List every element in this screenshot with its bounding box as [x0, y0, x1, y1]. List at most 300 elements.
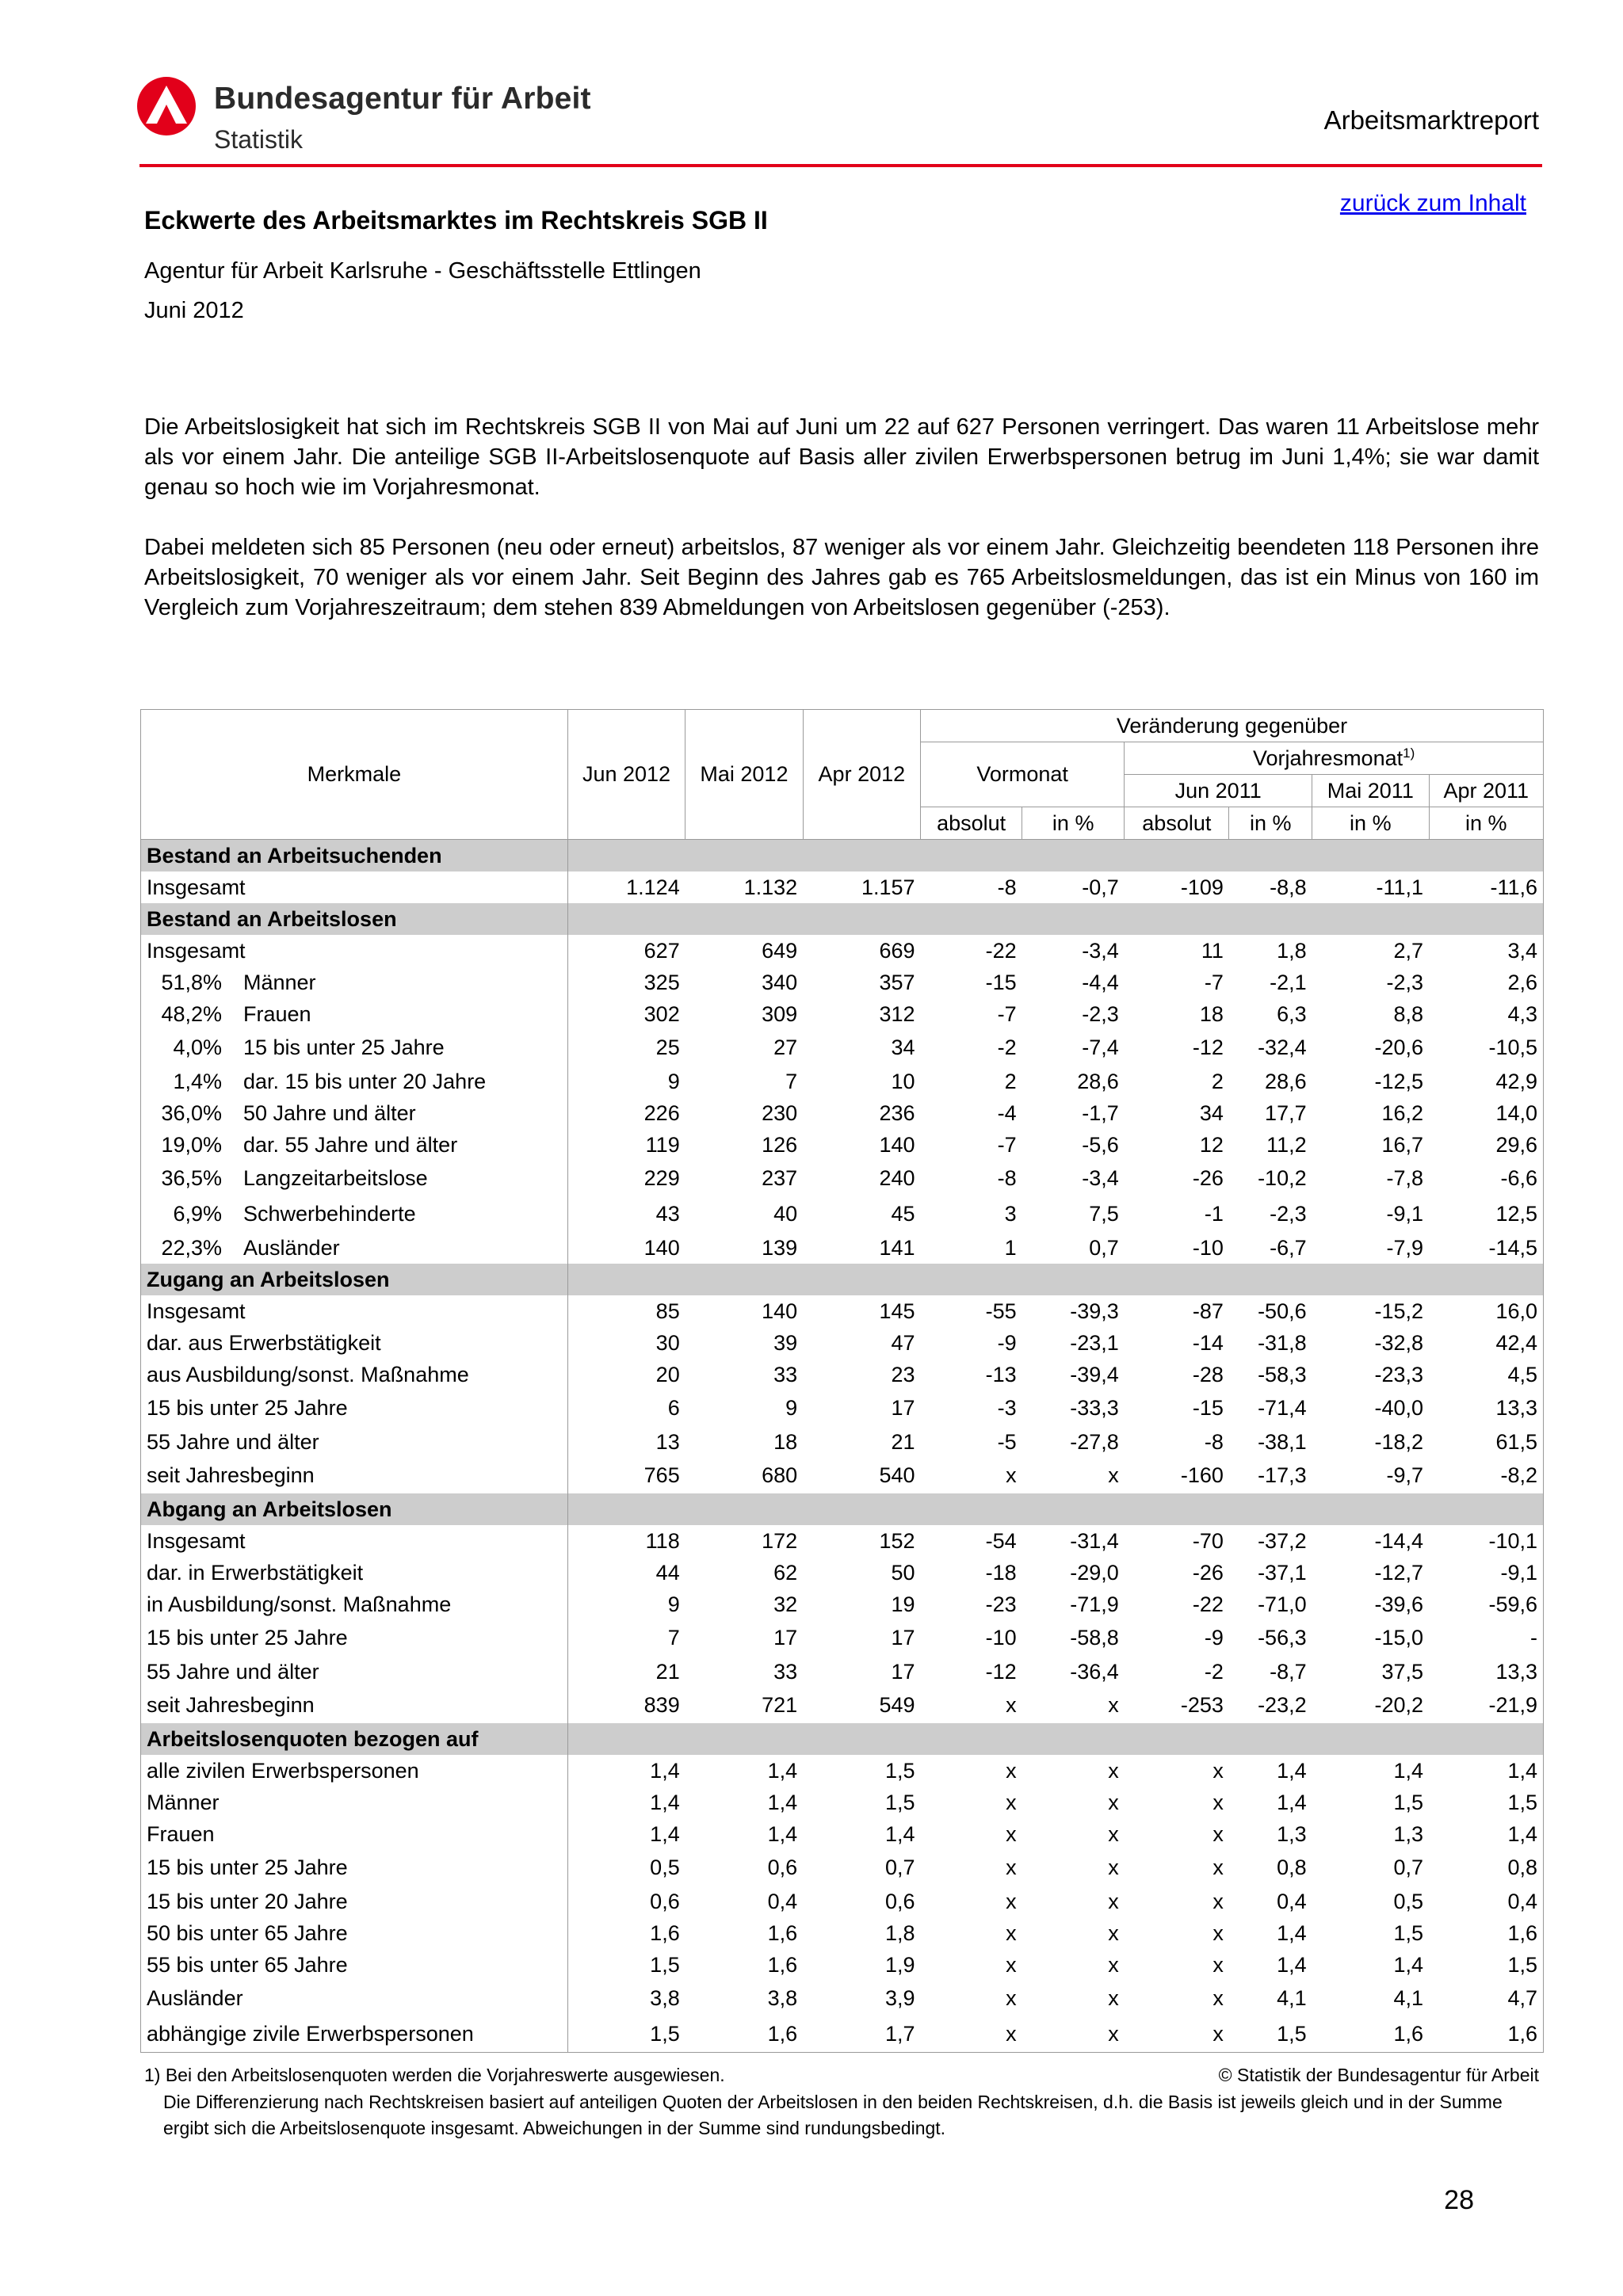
row-label-text: Insgesamt	[147, 938, 246, 963]
table-cell: 3,9	[885, 1986, 915, 2010]
bundesagentur-logo-icon	[136, 76, 197, 136]
table-cell: -7,9	[1386, 1235, 1424, 1260]
table-cell: -58,3	[1258, 1362, 1307, 1386]
table-cell: 19	[891, 1592, 915, 1616]
table-cell: -8,7	[1270, 1659, 1307, 1684]
table-cell: x	[1006, 1463, 1017, 1487]
table-cell: 140	[762, 1299, 798, 1323]
table-cell: -71,9	[1070, 1592, 1119, 1616]
row-label	[141, 1525, 568, 1557]
row-label-text: 55 Jahre und älter	[147, 1659, 319, 1684]
table-cell: 4,7	[1429, 1981, 1543, 2016]
table-cell: 1,4	[650, 1758, 680, 1783]
table-cell: -31,8	[1258, 1330, 1307, 1355]
table-cell: 0,7	[1089, 1235, 1119, 1260]
row-label	[141, 1755, 568, 1787]
table-cell: 1.132	[743, 875, 798, 899]
table-cell: -10,2	[1258, 1166, 1307, 1190]
table-cell: 1,5	[567, 2016, 685, 2053]
table-cell: -21,9	[1429, 1688, 1543, 1723]
table-cell: 1,4	[1393, 1952, 1424, 1977]
row-label-text: 15 bis unter 25 Jahre	[147, 1396, 348, 1420]
table-cell: 240	[879, 1166, 915, 1190]
table-cell: 33	[773, 1362, 798, 1386]
table-cell: -3,4	[1082, 1166, 1119, 1190]
table-cell: 0,7	[885, 1855, 915, 1879]
table-cell: 1.124	[626, 875, 680, 899]
row-share: 48,2%	[161, 1001, 222, 1026]
page-number: 28	[1444, 2185, 1474, 2215]
table-cell: -11,1	[1376, 875, 1424, 899]
key-figures-table	[140, 709, 1544, 2053]
row-label	[141, 1557, 568, 1589]
row-label	[141, 1161, 568, 1196]
table-row	[141, 967, 1544, 998]
table-cell: x	[1006, 1693, 1017, 1717]
table-cell: 839	[643, 1693, 680, 1717]
table-cell: 4,3	[1429, 998, 1543, 1030]
row-label-text: dar. aus Erwerbstätigkeit	[147, 1330, 381, 1355]
row-label	[141, 1917, 568, 1949]
table-cell: x	[1212, 1986, 1224, 2010]
table-cell: x	[1006, 1920, 1017, 1945]
row-share: 6,9%	[173, 1202, 222, 1226]
table-cell: -31,4	[1070, 1528, 1119, 1553]
table-cell: 9	[667, 1069, 680, 1093]
table-row	[141, 1589, 1544, 1620]
row-label	[141, 1196, 568, 1232]
table-cell: 1	[1004, 1235, 1017, 1260]
table-cell: 17	[773, 1626, 798, 1650]
table-cell: -109	[1180, 875, 1224, 899]
row-label	[141, 1620, 568, 1656]
header-apr2011-in-pct: in %	[1429, 807, 1543, 840]
row-label	[141, 1426, 568, 1458]
table-row	[141, 1458, 1544, 1493]
section-fill	[567, 1723, 1543, 1755]
table-cell: -8,2	[1429, 1458, 1543, 1493]
table-cell: 141	[879, 1235, 915, 1260]
table-row	[141, 1755, 1544, 1787]
section-title: Bestand an Arbeitslosen	[141, 903, 568, 935]
row-label-text: Frauen	[243, 1001, 311, 1026]
table-cell: 30	[655, 1330, 680, 1355]
table-cell: 20	[655, 1362, 680, 1386]
table-cell: 1,3	[1277, 1821, 1307, 1846]
table-cell: 11,2	[1266, 1132, 1307, 1157]
row-label-text: Schwerbehinderte	[243, 1202, 416, 1226]
table-cell: -71,0	[1258, 1592, 1307, 1616]
table-cell: -56,3	[1258, 1626, 1307, 1650]
row-share: 36,5%	[161, 1166, 222, 1190]
table-cell: 1,4	[1429, 1818, 1543, 1850]
section-fill	[567, 1264, 1543, 1295]
table-cell: 340	[762, 970, 798, 994]
table-cell: -10,1	[1429, 1525, 1543, 1557]
table-row	[141, 2016, 1544, 2053]
table-row	[141, 1232, 1544, 1264]
table-cell: 3,8	[650, 1986, 680, 2010]
table-cell: 680	[762, 1463, 798, 1487]
table-cell: x	[1212, 1952, 1224, 1977]
table-cell: -23,2	[1258, 1693, 1307, 1717]
table-cell: x	[1108, 1855, 1119, 1879]
table-cell: -15	[985, 970, 1017, 994]
section-title: Abgang an Arbeitslosen	[141, 1493, 568, 1525]
row-share: 51,8%	[161, 970, 222, 994]
row-share: 1,4%	[173, 1069, 222, 1093]
table-cell: -23,3	[1374, 1362, 1424, 1386]
table-cell: x	[1006, 1855, 1017, 1879]
table-cell: 540	[879, 1463, 915, 1487]
row-label	[141, 1295, 568, 1327]
table-cell: 33	[773, 1659, 798, 1684]
table-cell: 1,4	[767, 1790, 798, 1814]
table-cell: 0,4	[1277, 1889, 1307, 1913]
table-cell: -12,5	[1374, 1069, 1424, 1093]
table-cell: -20,2	[1374, 1693, 1424, 1717]
footnote-2: Die Differenzierung nach Rechtskreisen basiert auf anteiligen Quoten der Arbeitslosen in den beiden Rechtskreisen, d.h. die Basis ist jeweils gleich und in der Summe ergibt sich die Arbeitslosenquote insgesamt. Abweichungen in der Summe sind rundungsbedingt.	[163, 2092, 1503, 2138]
row-label	[141, 967, 568, 998]
header-jun-2011: Jun 2011	[1125, 775, 1312, 807]
table-cell: 16,0	[1429, 1295, 1543, 1327]
table-cell: -29,0	[1070, 1560, 1119, 1585]
table-cell: 6	[667, 1396, 680, 1420]
table-cell: x	[1108, 1986, 1119, 2010]
table-cell: -7,4	[1082, 1035, 1119, 1059]
table-cell: 302	[643, 1001, 680, 1026]
table-cell: 34	[891, 1035, 915, 1059]
table-cell: 1,4	[767, 1821, 798, 1846]
section-fill	[567, 840, 1543, 872]
table-cell: 0,5	[1393, 1889, 1424, 1913]
table-cell: 1.157	[861, 875, 915, 899]
table-cell: x	[1212, 1920, 1224, 1945]
table-cell: 1,4	[650, 1790, 680, 1814]
row-label	[141, 1030, 568, 1066]
row-share: 19,0%	[161, 1132, 222, 1157]
header-mai2011-in-pct: in %	[1312, 807, 1429, 840]
table-cell: -28	[1192, 1362, 1224, 1386]
table-cell: 10	[891, 1069, 915, 1093]
table-cell: x	[1006, 1889, 1017, 1913]
table-cell: 1,6	[1429, 1917, 1543, 1949]
row-label-text: in Ausbildung/sonst. Maßnahme	[147, 1592, 452, 1616]
table-cell: 7	[785, 1069, 798, 1093]
row-label	[141, 998, 568, 1030]
table-cell: 45	[891, 1202, 915, 1226]
table-cell: 1,6	[767, 1920, 798, 1945]
table-row	[141, 871, 1544, 903]
table-cell: 0,7	[1393, 1855, 1424, 1879]
section-fill	[567, 903, 1543, 935]
table-cell: -12,7	[1374, 1560, 1424, 1585]
table-cell: -1,7	[1082, 1100, 1119, 1125]
table-cell: 32	[773, 1592, 798, 1616]
table-cell: -15	[1192, 1396, 1224, 1420]
row-label	[141, 935, 568, 967]
table-cell: -	[1429, 1620, 1543, 1656]
table-cell: 2,6	[1429, 967, 1543, 998]
table-cell: 3,8	[767, 1986, 798, 2010]
table-cell: 18	[773, 1429, 798, 1454]
table-cell: 2	[1004, 1069, 1017, 1093]
table-cell: -2	[997, 1035, 1017, 1059]
table-cell: -38,1	[1258, 1429, 1307, 1454]
table-cell: 9	[785, 1396, 798, 1420]
table-cell: 172	[762, 1528, 798, 1553]
table-cell: -11,6	[1429, 871, 1543, 903]
table-cell: 1,5	[1393, 1790, 1424, 1814]
row-label	[141, 1327, 568, 1359]
section-header-row	[141, 1264, 1544, 1295]
table-cell: 0,6	[767, 1855, 798, 1879]
row-label-text: Insgesamt	[147, 1299, 246, 1323]
table-row	[141, 1066, 1544, 1097]
table-cell: 152	[879, 1528, 915, 1553]
table-cell: 1,4	[1277, 1790, 1307, 1814]
row-share: 4,0%	[173, 1035, 222, 1059]
table-cell: 312	[879, 1001, 915, 1026]
table-cell: 236	[879, 1100, 915, 1125]
row-label	[141, 1458, 568, 1493]
row-label	[141, 1688, 568, 1723]
table-cell: 1,6	[685, 2016, 803, 2053]
table-cell: -23,1	[1070, 1330, 1119, 1355]
table-row	[141, 998, 1544, 1030]
table-cell: 230	[762, 1100, 798, 1125]
row-label-text: 55 Jahre und älter	[147, 1429, 319, 1454]
copyright-note: © Statistik der Bundesagentur für Arbeit	[1218, 2065, 1539, 2085]
back-to-contents-link[interactable]: zurück zum Inhalt	[1339, 190, 1526, 216]
table-cell: x	[1108, 1821, 1119, 1846]
table-cell: -253	[1180, 1693, 1224, 1717]
table-cell: 119	[645, 1132, 680, 1157]
table-cell: 40	[773, 1202, 798, 1226]
table-cell: 28,6	[1265, 1069, 1307, 1093]
table-cell: 8,8	[1393, 1001, 1424, 1026]
table-cell: -14	[1192, 1330, 1224, 1355]
table-cell: -9,1	[1429, 1557, 1543, 1589]
table-cell: -8	[997, 875, 1017, 899]
table-cell: -10	[985, 1626, 1017, 1650]
table-cell: 12,5	[1429, 1196, 1543, 1232]
table-cell: 7,5	[1089, 1202, 1119, 1226]
table-cell: 1,6	[650, 1920, 680, 1945]
table-cell: -2,1	[1270, 970, 1307, 994]
row-label-text: abhängige zivile Erwerbspersonen	[147, 2022, 474, 2046]
header-jun2011-absolut: absolut	[1125, 807, 1229, 840]
table-cell: -6,6	[1429, 1161, 1543, 1196]
table-cell: 0,8	[1429, 1850, 1543, 1886]
table-cell: 1,5	[885, 1790, 915, 1814]
row-label	[141, 1589, 568, 1620]
row-label-text: 55 bis unter 65 Jahre	[147, 1952, 348, 1977]
table-cell: 126	[762, 1132, 798, 1157]
row-label	[141, 1818, 568, 1850]
row-label-text: 15 bis unter 20 Jahre	[147, 1889, 348, 1913]
table-cell: 1,6	[1312, 2016, 1429, 2053]
row-label-text: Langzeitarbeitslose	[243, 1166, 428, 1190]
table-cell: 44	[655, 1560, 680, 1585]
table-cell: 1,8	[1277, 938, 1307, 963]
row-share: 22,3%	[161, 1235, 222, 1260]
table-cell: 25	[655, 1035, 680, 1059]
header-veraenderung: Veränderung gegenüber	[921, 710, 1544, 742]
table-cell: 12	[1199, 1132, 1224, 1157]
section-title: Zugang an Arbeitslosen	[141, 1264, 568, 1295]
table-cell: -54	[985, 1528, 1017, 1553]
table-cell: -4,4	[1082, 970, 1119, 994]
table-row	[141, 1327, 1544, 1359]
table-cell: -18	[985, 1560, 1017, 1585]
table-cell: 139	[762, 1235, 798, 1260]
table-cell: -8,8	[1270, 875, 1307, 899]
table-cell: 2	[1211, 1069, 1224, 1093]
row-label-text: Insgesamt	[147, 1528, 246, 1553]
table-cell: 140	[643, 1235, 680, 1260]
table-cell: -7	[997, 1132, 1017, 1157]
table-cell: 17,7	[1265, 1100, 1307, 1125]
table-row	[141, 1787, 1544, 1818]
table-cell: 4,5	[1429, 1359, 1543, 1390]
report-name: Arbeitsmarktreport	[1323, 105, 1539, 135]
table-row	[141, 1390, 1544, 1426]
table-cell: 237	[762, 1166, 798, 1190]
table-row	[141, 1620, 1544, 1656]
table-row	[141, 1196, 1544, 1232]
table-cell: 1,4	[1277, 1758, 1307, 1783]
table-cell: 47	[891, 1330, 915, 1355]
table-cell: 765	[643, 1463, 680, 1487]
table-cell: 0,6	[885, 1889, 915, 1913]
footnote-1: 1) Bei den Arbeitslosenquoten werden die Vorjahreswerte ausgewiesen.	[144, 2065, 725, 2085]
agency-subtitle: Agentur für Arbeit Karlsruhe - Geschäftsstelle Ettlingen	[144, 258, 701, 284]
table-cell: -87	[1192, 1299, 1224, 1323]
table-cell: -6,7	[1270, 1235, 1307, 1260]
table-cell: 325	[643, 970, 680, 994]
table-cell: -7,8	[1386, 1166, 1424, 1190]
table-row	[141, 1359, 1544, 1390]
row-label	[141, 871, 568, 903]
table-row	[141, 1818, 1544, 1850]
table-cell: 1,5	[1393, 1920, 1424, 1945]
table-cell: -8	[1204, 1429, 1224, 1454]
table-cell: 140	[879, 1132, 915, 1157]
section-header-row	[141, 840, 1544, 872]
row-label	[141, 1232, 568, 1264]
table-cell: -55	[985, 1299, 1017, 1323]
table-row	[141, 935, 1544, 967]
table-cell: -8	[997, 1166, 1017, 1190]
row-label-text: Frauen	[147, 1821, 215, 1846]
table-cell: 3,4	[1429, 935, 1543, 967]
table-cell: -36,4	[1070, 1659, 1119, 1684]
table-cell: 23	[891, 1362, 915, 1386]
table-row	[141, 1949, 1544, 1981]
table-cell: 9	[667, 1592, 680, 1616]
table-cell: 39	[773, 1330, 798, 1355]
row-label-text: dar. 55 Jahre und älter	[243, 1132, 458, 1157]
table-row	[141, 1850, 1544, 1886]
header-vorjahresmonat: Vorjahresmonat$^{1)}$	[1125, 742, 1544, 775]
row-label	[141, 1097, 568, 1129]
table-cell: -1	[1204, 1202, 1224, 1226]
row-label	[141, 1787, 568, 1818]
table-cell: 1,4	[885, 1821, 915, 1846]
row-label-text: Männer	[243, 970, 316, 994]
table-cell: 1,9	[885, 1952, 915, 1977]
table-cell: 4,1	[1277, 1986, 1307, 2010]
table-cell: 0,4	[767, 1889, 798, 1913]
row-label	[141, 1981, 568, 2016]
row-label-text: 15 bis unter 25 Jahre	[147, 1855, 348, 1879]
table-cell: 0,5	[650, 1855, 680, 1879]
table-cell: 3	[1004, 1202, 1017, 1226]
table-cell: 6,3	[1277, 1001, 1307, 1026]
table-cell: -18,2	[1374, 1429, 1424, 1454]
table-cell: x	[1022, 2016, 1125, 2053]
table-cell: -26	[1192, 1560, 1224, 1585]
table-cell: 0,8	[1277, 1855, 1307, 1879]
table-cell: -9,7	[1386, 1463, 1424, 1487]
row-label	[141, 1129, 568, 1161]
table-cell: 11	[1201, 938, 1224, 963]
row-label	[141, 1359, 568, 1390]
header-apr-2011: Apr 2011	[1429, 775, 1543, 807]
row-label-text: Ausländer	[147, 1986, 243, 2010]
row-label-text: Männer	[147, 1790, 220, 1814]
table-cell: 1,3	[1393, 1821, 1424, 1846]
table-cell: -14,5	[1429, 1232, 1543, 1264]
table-cell: 1,5	[885, 1758, 915, 1783]
table-cell: x	[1006, 1952, 1017, 1977]
table-cell: -22	[985, 938, 1017, 963]
row-label-text: seit Jahresbeginn	[147, 1693, 315, 1717]
table-cell: -13	[985, 1362, 1017, 1386]
table-cell: -9	[1204, 1626, 1224, 1650]
header-jun-2012: Jun 2012	[567, 710, 685, 840]
table-cell: 29,6	[1429, 1129, 1543, 1161]
row-label-text: dar. 15 bis unter 20 Jahre	[243, 1069, 487, 1093]
row-label	[141, 1656, 568, 1688]
table-cell: -37,1	[1258, 1560, 1307, 1585]
table-cell: 721	[762, 1693, 798, 1717]
table-cell: 42,4	[1429, 1327, 1543, 1359]
table-cell: 62	[773, 1560, 798, 1585]
table-cell: -7	[1204, 970, 1224, 994]
section-title: Arbeitslosenquoten bezogen auf	[141, 1723, 568, 1755]
table-cell: 649	[762, 938, 798, 963]
table-cell: -2,3	[1270, 1202, 1307, 1226]
table-cell: 43	[655, 1202, 680, 1226]
row-label-text: 50 bis unter 65 Jahre	[147, 1920, 348, 1945]
table-cell: 17	[891, 1396, 915, 1420]
table-cell: -17,3	[1258, 1463, 1307, 1487]
row-label-text: alle zivilen Erwerbspersonen	[147, 1758, 419, 1783]
table-cell: 14,0	[1429, 1097, 1543, 1129]
header-vormonat-absolut: absolut	[921, 807, 1022, 840]
table-cell: 1,5	[650, 1952, 680, 1977]
table-row	[141, 1426, 1544, 1458]
row-label-text: Insgesamt	[147, 875, 246, 899]
table-cell: 21	[891, 1429, 915, 1454]
table-cell: -39,4	[1070, 1362, 1119, 1386]
table-cell: x	[1108, 1463, 1119, 1487]
summary-paragraph-1: Die Arbeitslosigkeit hat sich im Rechtskreis SGB II von Mai auf Juni um 22 auf 627 Personen verringert. Das waren 11 Arbeitslose mehr als vor einem Jahr. Die anteilige SGB II-Arbeitslosenquote auf Basis aller zivilen Erwerbspersonen betrug im Juni 1,4%; sie war damit genau so hoch wie im Vorjahresmonat.	[144, 414, 1539, 500]
table-cell: 50	[891, 1560, 915, 1585]
table-cell: x	[1212, 1889, 1224, 1913]
